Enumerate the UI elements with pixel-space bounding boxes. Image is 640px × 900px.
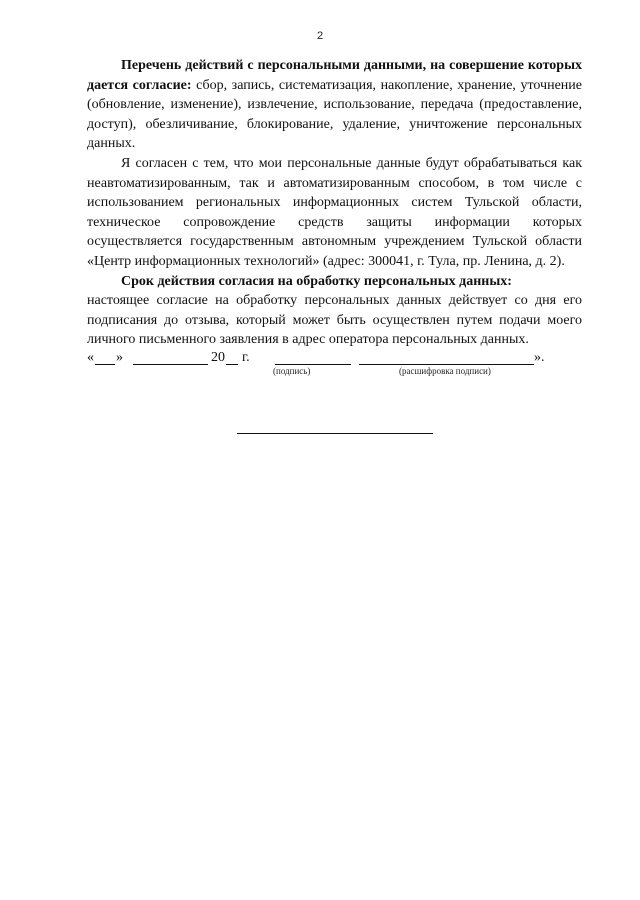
signature-field[interactable] [275,350,351,365]
consent-actions-heading: Перечень действий с персональными данными, на совершение которых дается согласие: [87,58,582,93]
signature-caption: (подпись) [273,366,311,376]
page-number: 2 [316,30,324,42]
year-field[interactable] [226,350,238,365]
transcript-caption: (расшифровка подписи) [399,366,491,376]
signature-row [87,350,582,370]
consent-actions-text: сбор, запись, систематизация, накопление, хранение, уточнение (обновление, изменение), извлечение, использование, передача (предоставление, доступ), обезличивание, блокирование, удаление, уничтожение персональных данных. [87,77,582,152]
year-prefix: 20 [211,350,225,365]
signature-transcript-field[interactable] [359,350,534,365]
end-mark: ». [534,350,545,365]
validity-text: настоящее согласие на обработку персональных данных действует со дня его подписания до отзыва, который может быть осуществлен путем подачи моего личного письменного заявления в адрес оператора персональных данных. [87,293,582,348]
day-close-quote: » [116,350,123,365]
closing-divider [237,433,433,434]
day-open-quote: « [87,350,94,365]
processing-statement: Я согласен с тем, что мои персональные данные будут обрабатываться как неавтоматизированным, так и автоматизированным способом, в том числе с использованием региональных информационных систем Тульской области, техническое сопровождение средств защиты информации которых осуществляется государственным автономным учреждением Тульской области «Центр информационных технологий» (адрес: 300041, г. Тула, пр. Ленина, д. 2). [87,155,582,269]
document-body [87,56,582,350]
year-suffix: г. [242,350,250,365]
month-field[interactable] [133,350,208,365]
validity-heading: Срок действия согласия на обработку персональных данных: [121,273,512,289]
day-field[interactable] [95,350,115,365]
consent-actions-paragraph [87,56,582,154]
